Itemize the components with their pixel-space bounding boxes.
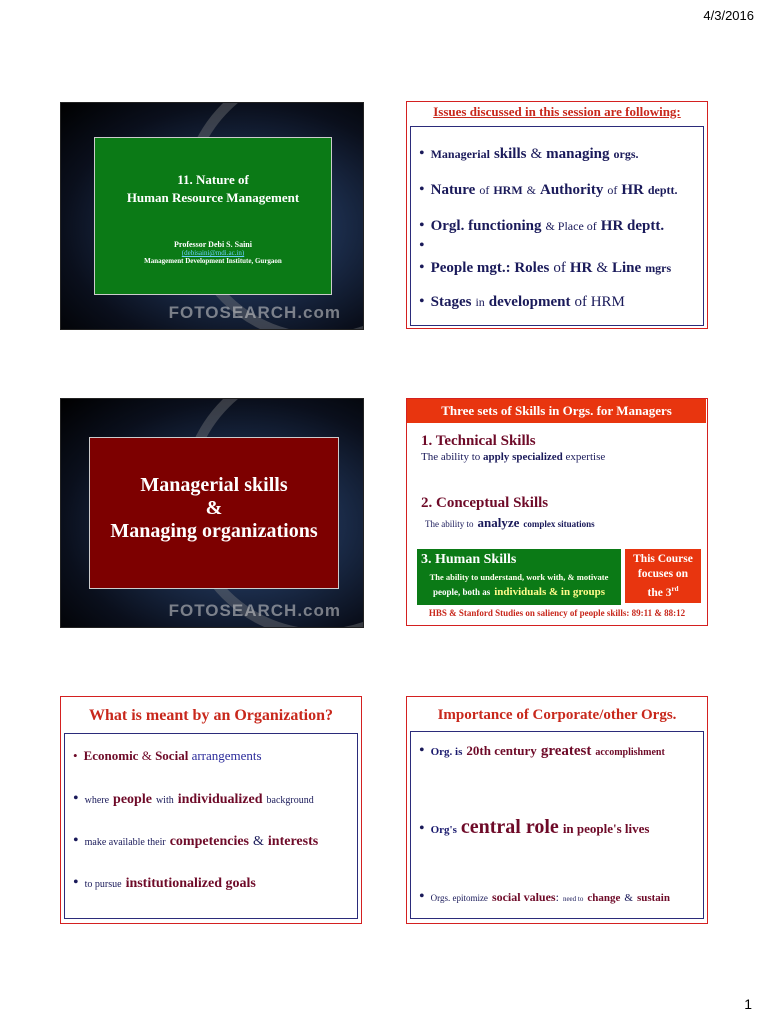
list-item: • Stages in development of HRM [419,293,625,310]
slide-1-author: Professor Debi S. Saini [174,240,252,249]
slide-1 [60,102,364,330]
human-skills-desc-line2: people, both as individuals & in groups [432,586,606,598]
slide-3-line1: Managerial skills [140,474,288,496]
slide-4-header [407,399,706,423]
list-item: • Org's central role in people's lives [419,816,650,838]
slide-1-email[interactable]: (debisaini@mdi.ac.in) [181,249,245,257]
slide-2 [406,101,708,329]
slide-6-content [410,731,704,919]
slide-5 [60,696,362,924]
slide-1-title-line2: Human Resource Management [126,190,300,205]
slide-2-content [410,126,704,326]
slide-1-title-line1: 11. Nature of [177,172,249,187]
list-item: • Org. is 20th century greatest accomplishment [419,742,665,759]
conceptual-skills-title: 2. Conceptual Skills [421,495,549,511]
slide-5-content [64,733,358,919]
slide-3-line3: Managing organizations [110,520,318,542]
list-item: • Managerial skills & managing orgs. [419,145,639,162]
page-number: 1 [744,996,752,1012]
list-item-empty: • [419,237,425,254]
technical-skills-desc: The ability to apply specialized expertise [421,451,606,463]
slide-1-institute: Management Development Institute, Gurgaon [144,257,282,265]
technical-skills [421,433,605,463]
slide-3-line2: & [205,497,223,519]
slide-4 [406,398,708,626]
course-focus-badge: This Course focuses on the 3rd [625,549,701,603]
slide-3 [60,398,364,628]
human-skills-desc-line1: The ability to understand, work with, & motivate [429,572,609,582]
list-item: • make available their competencies & interests [73,832,319,849]
conceptual-skills-desc: The ability to analyze complex situations [425,515,595,530]
conceptual-skills [421,495,595,532]
human-skills-box [417,549,621,605]
slide-4-title: Three sets of Skills in Orgs. for Managers [441,403,672,418]
list-item: • Nature of HRM & Authority of HR deptt. [419,181,678,198]
slide-6 [406,696,708,924]
list-item: • Economic & Social arrangements [73,748,262,763]
slide-2-title: Issues discussed in this session are following: [433,104,681,119]
watermark: FOTOSEARCH.com [168,601,341,620]
slide-3-title-box [89,437,339,589]
technical-skills-title: 1. Technical Skills [421,433,536,449]
watermark: FOTOSEARCH.com [168,303,341,322]
list-item: • to pursue institutionalized goals [73,874,256,891]
slide-6-title: Importance of Corporate/other Orgs. [437,707,677,723]
slide-5-title: What is meant by an Organization? [88,707,333,724]
list-item: • Orgl. functioning & Place of HR deptt. [419,217,665,234]
list-item: • Orgs. epitomize social values: need to change & sustain [419,888,670,905]
list-item: • where people with individualized background [73,790,314,807]
slide-1-title-box [94,137,332,295]
human-skills-title: 3. Human Skills [421,552,517,567]
list-item: • People mgt.: Roles of HR & Line mgrs [419,259,672,276]
slide-4-footer: HBS & Stanford Studies on saliency of people skills: 89:11 & 88:12 [428,608,686,618]
page-date: 4/3/2016 [703,8,754,23]
bullet: • [419,145,425,162]
